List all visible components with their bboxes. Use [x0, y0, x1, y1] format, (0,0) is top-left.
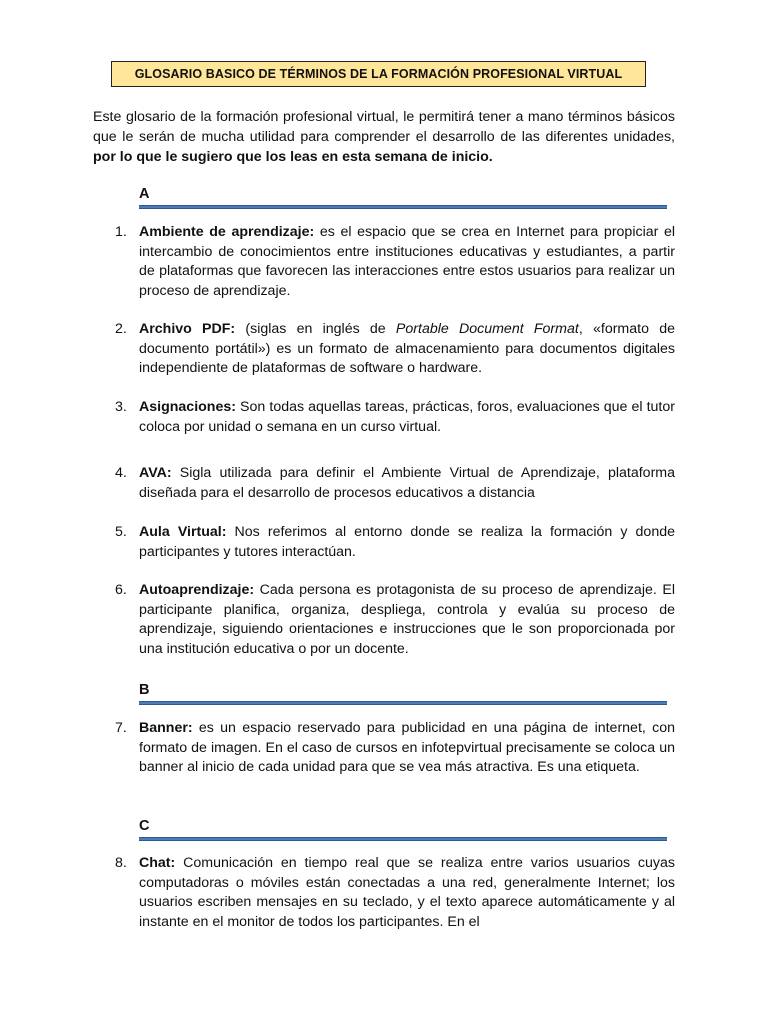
- item-definition-italic: Portable Document Format: [395, 321, 579, 337]
- glossary-item-4: [115, 464, 675, 503]
- item-term: AVA:: [139, 465, 172, 481]
- item-number: 2.: [115, 321, 127, 337]
- item-definition: Son todas aquellas tareas, prácticas, foros, evaluaciones que el tutor coloca por unidad o semana en un curso virtual.: [139, 399, 675, 435]
- glossary-title: GLOSARIO BASICO DE TÉRMINOS DE LA FORMACIÓN PROFESIONAL VIRTUAL: [111, 61, 646, 87]
- item-definition: (siglas en inglés de: [235, 321, 396, 337]
- glossary-item-8: [115, 854, 675, 932]
- item-definition: Comunicación en tiempo real que se realiza entre varios usuarios cuyas computadoras o móviles están conectadas a una red, generalmente Internet; los usuarios escriben mensajes en su teclado, y el texto aparece automáticamente y al instante en el monitor de todos los participantes. En el: [139, 855, 675, 930]
- item-definition: Sigla utilizada para definir el Ambiente Virtual de Aprendizaje, plataforma diseñada para el desarrollo de procesos educativos a distancia: [139, 465, 675, 501]
- section-letter-a: A: [139, 186, 150, 202]
- section-divider-c: [139, 837, 667, 841]
- section-divider-b: [139, 701, 667, 705]
- item-term: Aula Virtual:: [139, 524, 227, 540]
- item-definition-continued: , «formato de documento portátil») es un formato de almacenamiento para documentos digitales independiente de plataformas de software o hardware.: [139, 321, 675, 377]
- item-term: Chat:: [139, 855, 176, 871]
- item-number: 4.: [115, 465, 127, 481]
- glossary-item-7: [115, 719, 675, 778]
- intro-paragraph: [93, 107, 675, 167]
- item-definition: Nos referimos al entorno donde se realiza la formación y donde participantes y tutores interactúan.: [139, 524, 675, 560]
- glossary-item-5: [115, 523, 675, 562]
- item-definition: Cada persona es protagonista de su proceso de aprendizaje. El participante planifica, organiza, despliega, controla y evalúa su proceso de aprendizaje, siguiendo orientaciones e instrucciones que le son proporcionada por una institución educativa o por un docente.: [139, 582, 675, 657]
- section-divider-a: [139, 205, 667, 209]
- item-term: Asignaciones:: [139, 399, 236, 415]
- item-number: 1.: [115, 224, 127, 240]
- glossary-item-6: [115, 581, 675, 659]
- glossary-item-1: [115, 223, 675, 301]
- intro-bold-text: por lo que le sugiero que los leas en esta semana de inicio.: [93, 149, 493, 165]
- item-term: Archivo PDF:: [139, 321, 236, 337]
- glossary-item-3: [115, 398, 675, 437]
- item-number: 3.: [115, 399, 127, 415]
- intro-text: Este glosario de la formación profesional virtual, le permitirá tener a mano términos básicos que le serán de mucha utilidad para comprender el desarrollo de las diferentes unidades,: [93, 109, 675, 145]
- section-header-c: [139, 817, 667, 841]
- item-definition: es un espacio reservado para publicidad en una página de internet, con formato de imagen. En el caso de cursos en infotepvirtual precisamente se coloca un banner al inicio de cada unidad para que se vea más atractiva. Es una etiqueta.: [139, 720, 675, 776]
- section-letter-c: C: [139, 818, 150, 834]
- item-number: 7.: [115, 720, 127, 736]
- item-term: Ambiente de aprendizaje:: [139, 224, 315, 240]
- item-number: 5.: [115, 524, 127, 540]
- section-header-a: [139, 185, 667, 209]
- item-number: 6.: [115, 582, 127, 598]
- item-number: 8.: [115, 855, 127, 871]
- section-letter-b: B: [139, 682, 150, 698]
- glossary-item-2: [115, 320, 675, 379]
- item-term: Autoaprendizaje:: [139, 582, 255, 598]
- section-header-b: [139, 681, 667, 705]
- item-definition: es el espacio que se crea en Internet para propiciar el intercambio de conocimientos entre instituciones educativas y estudiantes, a partir de plataformas que favorecen las interacciones entre estos usuarios para realizar un proceso de aprendizaje.: [139, 224, 675, 299]
- item-term: Banner:: [139, 720, 193, 736]
